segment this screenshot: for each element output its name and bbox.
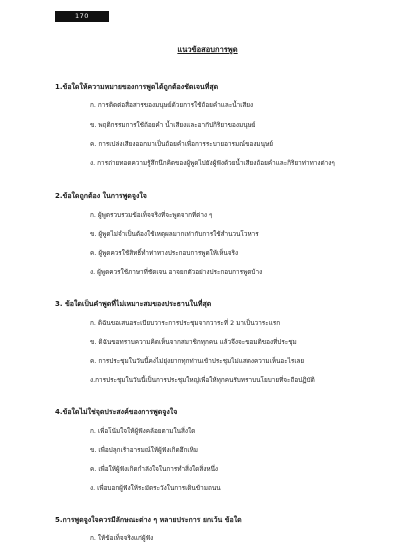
question-3-option-b: ข. ดิฉันขอทราบความคิดเห็นจากสมาชิกทุกคน แล้วจึงจะขอมติของที่ประชุม: [90, 338, 297, 346]
question-4-option-b: ข. เพื่อปลุกเร้าอารมณ์ให้ผู้ฟังเกิดฮึกเหิม: [90, 446, 199, 454]
question-5-option-a: ก. ให้ข้อเท็จจริงแก่ผู้ฟัง: [90, 534, 154, 542]
question-2-option-d: ง. ผู้พูดควรใช้ภาษาที่ชัดเจน อาจยกตัวอย่างประกอบการพูดบ้าง: [90, 268, 263, 276]
question-2-option-a: ก. ผู้พูดรวบรวมข้อเท็จจริงที่จะพูดจากที่ต่าง ๆ: [90, 211, 213, 219]
question-1-option-b: ข. พฤติกรรมการใช้ถ้อยคำ น้ำเสียงและอากัปกิริยาของมนุษย์: [90, 121, 256, 129]
question-2: 2.ข้อใดถูกต้อง ในการพูดจูงใจ: [55, 192, 147, 200]
question-1: 1.ข้อใดให้ความหมายของการพูดได้ถูกต้องชัดเจนที่สุด: [55, 83, 219, 91]
question-4-option-c: ค. เพื่อให้ผู้ฟังเกิดกำลังใจในการทำสิ่งใดสิ่งหนึ่ง: [90, 465, 219, 473]
question-4-option-d: ง. เพื่อบอกผู้ฟังให้ระมัดระวังในการเดินข้ามถนน: [90, 484, 221, 492]
page-title: แนวข้อสอบการพูด: [177, 45, 238, 54]
question-1-option-c: ค. การเปล่งเสียงออกมาเป็นถ้อยคำเพื่อการระบายอารมณ์ของมนุษย์: [90, 140, 273, 148]
question-3: 3. ข้อใดเป็นคำพูดที่ไม่เหมาะสมของประธานในที่สุด: [55, 300, 212, 308]
question-3-option-a: ก. ดิฉันขอเสนอระเบียบวาระการประชุมจากวาระที่ 2 มาเป็นวาระแรก: [90, 319, 281, 327]
question-3-option-d: ง.การประชุมในวันนี้เป็นการประชุมใหญ่เพื่อให้ทุกคนรับทราบนโยบายที่จะถือปฏิบัติ: [90, 376, 315, 384]
question-1-option-a: ก. การติดต่อสื่อสารของมนุษย์ด้วยการใช้ถ้อยคำและน้ำเสียง: [90, 101, 254, 109]
question-2-option-b: ข. ผู้พูดไม่จำเป็นต้องใช้เหตุผลมากเท่ากับการใช้สำนวนโวหาร: [90, 230, 259, 238]
question-1-option-d: ง. การถ่ายทอดความรู้สึกนึกคิดของผู้พูดไปยังผู้ฟังด้วยน้ำเสียงถ้อยคำและกิริยาท่าทางต่างๆ: [90, 159, 335, 167]
question-2-option-c: ค. ผู้พูดควรใช้สิทธิ์ทำท่าทางประกอบการพูดให้เห็นจริง: [90, 249, 239, 257]
question-5: 5.การพูดจูงใจควรมีลักษณะต่าง ๆ หลายประการ ยกเว้น ข้อใด: [55, 516, 242, 524]
question-4-option-a: ก. เพื่อโน้มใจให้ผู้ฟังคล้อยตามในสิ่งใด: [90, 427, 196, 435]
page-number: 170: [55, 11, 109, 22]
question-3-option-c: ค. การประชุมในวันนี้คงไม่ยุ่งยากทุกท่านเข้าประชุมไม่แสดงความเห็นอะไรเลย: [90, 357, 305, 365]
question-4: 4.ข้อใดไม่ใช่จุดประสงค์ของการพูดจูงใจ: [55, 408, 178, 416]
